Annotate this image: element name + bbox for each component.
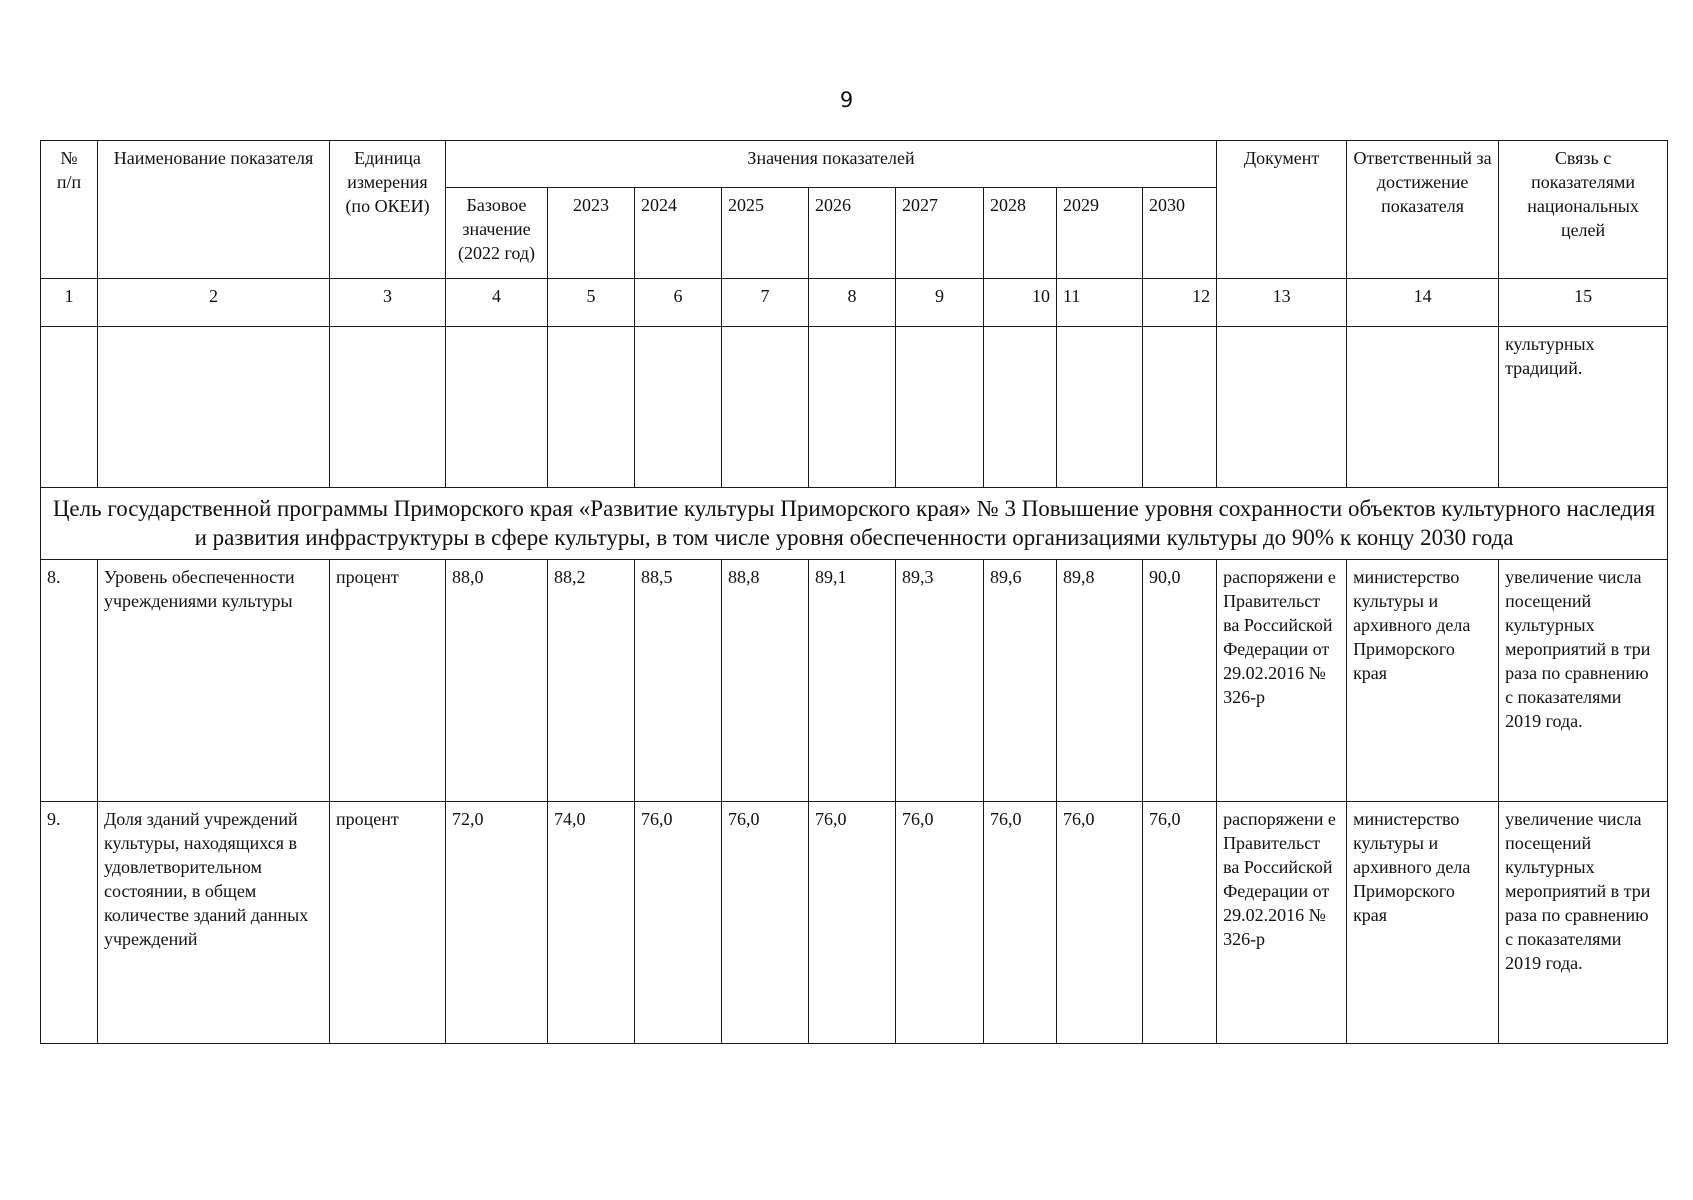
empty-cell [1217,327,1347,488]
row-link: увеличение числа посещений культурных мероприятий в три раза по сравнению с показателями 2019 года. [1499,801,1668,1043]
empty-cell [548,327,635,488]
row-value: 74,0 [548,801,635,1043]
page-number: 9 [839,88,854,112]
empty-cell [984,327,1057,488]
row-base: 72,0 [446,801,548,1043]
column-number: 12 [1143,279,1217,327]
column-number: 15 [1499,279,1668,327]
column-number: 5 [548,279,635,327]
empty-cell [896,327,984,488]
column-number: 14 [1347,279,1499,327]
column-number: 3 [330,279,446,327]
table-row [41,559,1668,801]
row-link: увеличение числа посещений культурных мероприятий в три раза по сравнению с показателями 2019 года. [1499,559,1668,801]
column-number: 10 [984,279,1057,327]
column-number: 6 [635,279,722,327]
row-document: распоряжени е Правительст ва Российской Федерации от 29.02.2016 № 326-р [1217,559,1347,801]
header-name: Наименование показателя [98,141,330,279]
column-number: 4 [446,279,548,327]
empty-cell [41,327,98,488]
row-num: 8. [41,559,98,801]
row-value: 88,2 [548,559,635,801]
header-year: 2028 [984,188,1057,279]
row-value: 90,0 [1143,559,1217,801]
row-value: 76,0 [1057,801,1143,1043]
empty-cell [1143,327,1217,488]
empty-cell [98,327,330,488]
empty-cell [446,327,548,488]
row-document: распоряжени е Правительст ва Российской Федерации от 29.02.2016 № 326-р [1217,801,1347,1043]
column-number: 8 [809,279,896,327]
row-value: 88,8 [722,559,809,801]
row-value: 89,1 [809,559,896,801]
goal-row [41,488,1668,560]
header-year: 2029 [1057,188,1143,279]
row-responsible: министерство культуры и архивного дела Приморского края [1347,801,1499,1043]
empty-cell [809,327,896,488]
indicators-table [40,140,1668,1044]
column-numbers-row [41,279,1668,327]
row-value: 76,0 [722,801,809,1043]
row-value: 76,0 [1143,801,1217,1043]
header-year: 2027 [896,188,984,279]
empty-cell [635,327,722,488]
empty-cell [1057,327,1143,488]
row-base: 88,0 [446,559,548,801]
column-number: 1 [41,279,98,327]
row-num: 9. [41,801,98,1043]
row-value: 89,6 [984,559,1057,801]
header-year: 2026 [809,188,896,279]
header-values: Значения показателей [446,141,1217,188]
header-num: № п/п [41,141,98,279]
column-number: 11 [1057,279,1143,327]
header-link: Связь с показателями национальных целей [1499,141,1668,279]
row-value: 89,8 [1057,559,1143,801]
header-base: Базовое значение (2022 год) [446,188,548,279]
column-number: 7 [722,279,809,327]
header-year: 2025 [722,188,809,279]
empty-cell [330,327,446,488]
row-responsible: министерство культуры и архивного дела Приморского края [1347,559,1499,801]
row-value: 76,0 [984,801,1057,1043]
row-value: 76,0 [809,801,896,1043]
header-unit: Единица измерения (по ОКЕИ) [330,141,446,279]
header-responsible: Ответственный за достижение показателя [1347,141,1499,279]
row-value: 76,0 [896,801,984,1043]
empty-cell [1347,327,1499,488]
continuation-link-cell: культурных традиций. [1499,327,1668,488]
continuation-row [41,327,1668,488]
header-row [41,141,1668,188]
column-number: 2 [98,279,330,327]
column-number: 9 [896,279,984,327]
table-row [41,801,1668,1043]
goal-text: Цель государственной программы Приморского края «Развитие культуры Приморского края» № 3 Повышение уровня сохранности объектов культурного наследия и развития инфраструктуры в сфере культуры, в том числе уровня обеспеченности организациями культуры до 90% к концу 2030 года [41,488,1668,560]
row-unit: процент [330,559,446,801]
row-unit: процент [330,801,446,1043]
row-value: 88,5 [635,559,722,801]
row-value: 89,3 [896,559,984,801]
row-name: Доля зданий учреждений культуры, находящихся в удовлетворительном состоянии, в общем количестве зданий данных учреждений [98,801,330,1043]
row-value: 76,0 [635,801,722,1043]
row-name: Уровень обеспеченности учреждениями культуры [98,559,330,801]
column-number: 13 [1217,279,1347,327]
header-document: Документ [1217,141,1347,279]
empty-cell [722,327,809,488]
header-year: 2030 [1143,188,1217,279]
header-year: 2024 [635,188,722,279]
header-year: 2023 [548,188,635,279]
